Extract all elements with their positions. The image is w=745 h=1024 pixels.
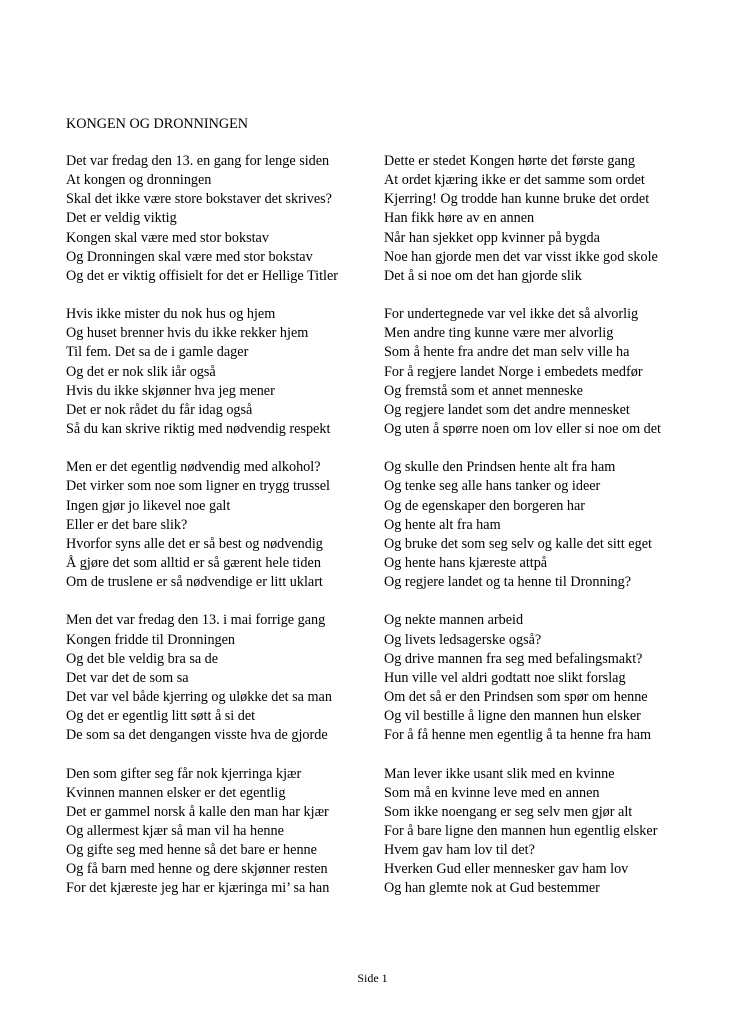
stanza <box>384 611 714 745</box>
poem-line: Og få barn med henne og dere skjønner resten <box>66 861 328 878</box>
poem-title: KONGEN OG DRONNINGEN <box>66 116 249 132</box>
poem-line: Som ikke noengang er seg selv men gjør alt <box>384 803 633 820</box>
poem-line: Og allermest kjær så man vil ha henne <box>66 822 284 839</box>
poem-line: Hun ville vel aldri godtatt noe slikt forslag <box>384 669 626 686</box>
poem-line: Og det ble veldig bra sa de <box>66 650 219 667</box>
poem-line: Og det er viktig offisielt for det er Hellige Titler <box>66 267 339 284</box>
poem-line: De som sa det dengangen visste hva de gjorde <box>66 727 328 744</box>
poem-line: Det var det de som sa <box>66 669 189 686</box>
poem-line: Kongen skal være med stor bokstav <box>66 229 269 246</box>
stanza <box>66 458 366 592</box>
poem-line: For det kjæreste jeg har er kjæringa mi’ sa han <box>66 880 330 897</box>
poem-line: Til fem. Det sa de i gamle dager <box>66 344 249 361</box>
poem-line: Dette er stedet Kongen hørte det første gang <box>384 153 635 169</box>
poem-line: Det er nok rådet du får idag også <box>66 401 253 418</box>
poem-line: Skal det ikke være store bokstaver det skrives? <box>66 191 332 208</box>
poem-line: Kjerring! Og trodde han kunne bruke det ordet <box>384 191 650 208</box>
poem-line: Og det er egentlig litt søtt å si det <box>66 708 256 725</box>
poem-line: Som å hente fra andre det man selv ville ha <box>384 344 630 361</box>
poem-line: Hvem gav ham lov til det? <box>384 842 535 859</box>
poem-line: Og bruke det som seg selv og kalle det sitt eget <box>384 535 652 552</box>
poem-line: Hvorfor syns alle det er så best og nødvendig <box>66 535 323 552</box>
stanza <box>384 458 714 592</box>
poem-line: For undertegnede var vel ikke det så alvorlig <box>384 306 639 323</box>
poem-line: Og drive mannen fra seg med befalingsmakt? <box>384 650 643 667</box>
stanza <box>66 152 366 286</box>
poem-line: Når han sjekket opp kvinner på bygda <box>384 229 600 246</box>
poem-line: Hvis du ikke skjønner hva jeg mener <box>66 382 275 399</box>
left-column <box>66 152 366 918</box>
poem-line: Og Dronningen skal være med stor bokstav <box>66 248 313 265</box>
poem-line: Det å si noe om det han gjorde slik <box>384 267 582 284</box>
poem-line: Det er veldig viktig <box>66 210 177 227</box>
poem-line: Og tenke seg alle hans tanker og ideer <box>384 478 601 495</box>
poem-line: Så du kan skrive riktig med nødvendig respekt <box>66 420 331 437</box>
poem-line: Det er gammel norsk å kalle den man har kjær <box>66 803 329 820</box>
poem-line: At ordet kjæring ikke er det samme som ordet <box>384 172 645 189</box>
poem-line: Og livets ledsagerske også? <box>384 631 542 648</box>
poem-line: Og skulle den Prindsen hente alt fra ham <box>384 459 616 476</box>
poem-line: Å gjøre det som alltid er så gærent hele tiden <box>66 554 321 571</box>
poem-line: Og regjere landet og ta henne til Dronning? <box>384 574 632 591</box>
poem-line: For å regjere landet Norge i embedets medfør <box>384 363 643 380</box>
poem-line: Kongen fridde til Dronningen <box>66 631 236 648</box>
stanza <box>66 765 366 899</box>
poem-line: For å få henne men egentlig å ta henne fra ham <box>384 727 652 744</box>
page-number: Side 1 <box>357 971 388 985</box>
poem-line: Og regjere landet som det andre mennesket <box>384 401 630 418</box>
poem-line: Og de egenskaper den borgeren har <box>384 497 586 514</box>
poem-line: Og gifte seg med henne så det bare er henne <box>66 842 317 859</box>
stanza <box>66 611 366 745</box>
poem-line: Og det er nok slik iår også <box>66 363 216 380</box>
poem-line: Men er det egentlig nødvendig med alkohol? <box>66 459 321 476</box>
poem-line: Det var fredag den 13. en gang for lenge siden <box>66 153 330 169</box>
poem-line: Og vil bestille å ligne den mannen hun elsker <box>384 708 641 725</box>
poem-line: At kongen og dronningen <box>66 172 212 189</box>
poem-line: Hverken Gud eller mennesker gav ham lov <box>384 861 629 878</box>
poem-line: Om det så er den Prindsen som spør om henne <box>384 688 648 705</box>
poem-line: Og hente hans kjæreste attpå <box>384 554 548 571</box>
poem-line: Noe han gjorde men det var visst ikke god skole <box>384 248 658 265</box>
poem-line: Han fikk høre av en annen <box>384 210 535 227</box>
poem-line: Som må en kvinne leve med en annen <box>384 784 600 801</box>
stanza <box>384 765 714 899</box>
poem-line: Om de truslene er så nødvendige er litt uklart <box>66 574 323 591</box>
poem-line: For å bare ligne den mannen hun egentlig elsker <box>384 822 658 839</box>
poem-line: Men det var fredag den 13. i mai forrige gang <box>66 612 326 629</box>
poem-line: Det var vel både kjerring og uløkke det sa man <box>66 688 332 705</box>
poem-line: Men andre ting kunne være mer alvorlig <box>384 325 614 342</box>
poem-line: Og huset brenner hvis du ikke rekker hjem <box>66 325 309 342</box>
poem-line: Hvis ikke mister du nok hus og hjem <box>66 306 276 323</box>
poem-line: Den som gifter seg får nok kjerringa kjær <box>66 765 302 782</box>
poem-line: Man lever ikke usant slik med en kvinne <box>384 765 615 782</box>
poem-line: Eller er det bare slik? <box>66 516 188 533</box>
poem-line: Kvinnen mannen elsker er det egentlig <box>66 784 286 801</box>
poem-line: Og uten å spørre noen om lov eller si noe om det <box>384 420 661 437</box>
poem-line: Og nekte mannen arbeid <box>384 612 524 629</box>
stanza <box>66 305 366 439</box>
stanza <box>384 152 714 286</box>
stanza <box>384 305 714 439</box>
poem-line: Og han glemte nok at Gud bestemmer <box>384 880 600 897</box>
right-column <box>384 152 714 918</box>
poem-line: Det virker som noe som ligner en trygg trussel <box>66 478 330 495</box>
poem-line: Og hente alt fra ham <box>384 516 501 533</box>
poem-line: Ingen gjør jo likevel noe galt <box>66 497 231 514</box>
poem-line: Og fremstå som et annet menneske <box>384 382 583 399</box>
